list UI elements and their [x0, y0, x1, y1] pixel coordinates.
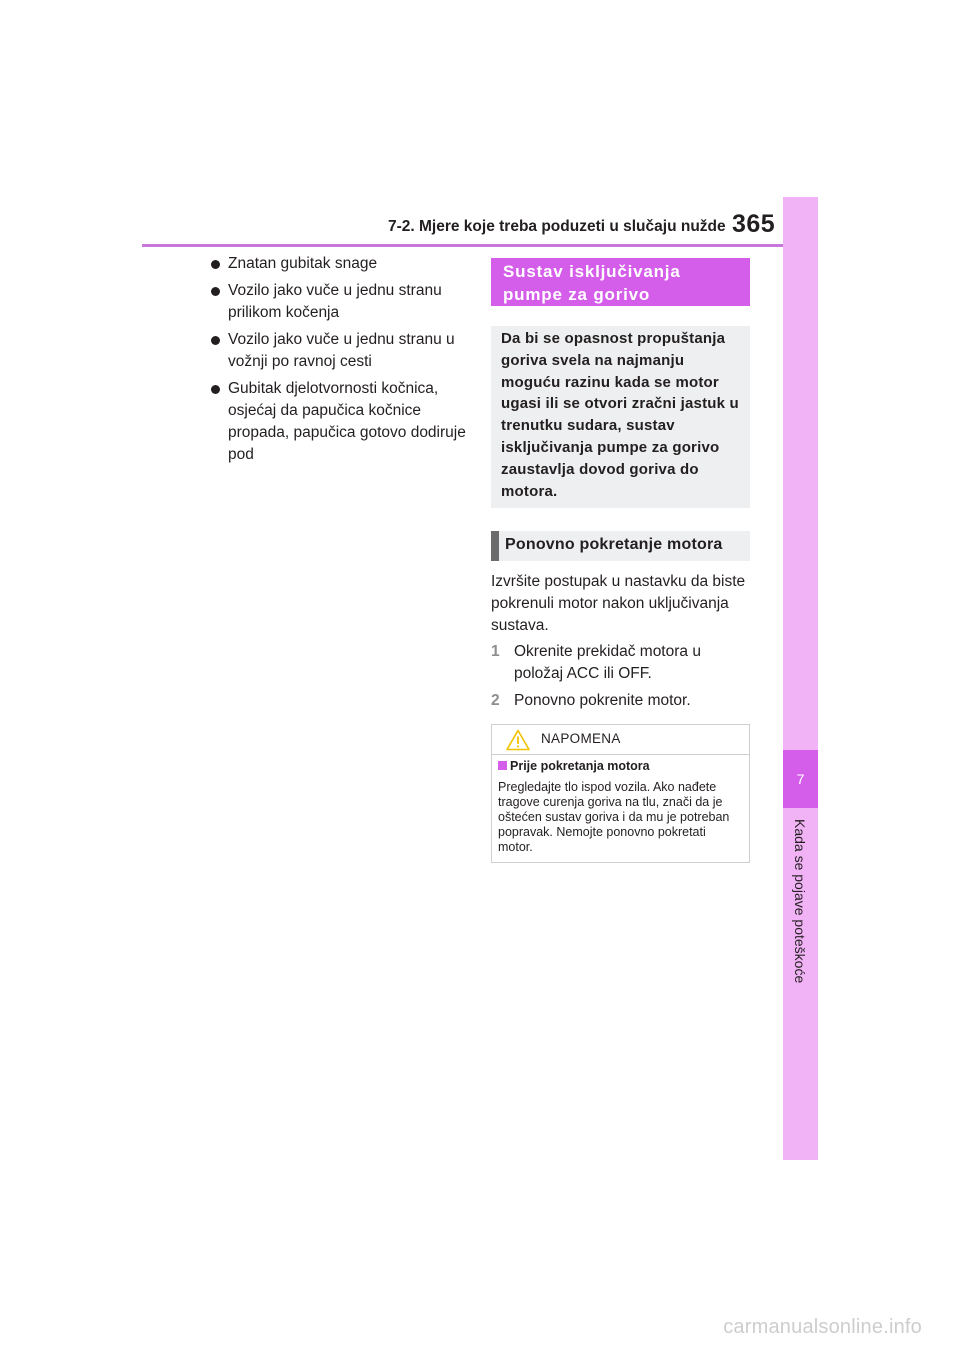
list-item-text: Vozilo jako vuče u jednu stranu prilikom kočenja — [228, 282, 442, 321]
step-list — [491, 641, 750, 712]
left-column — [210, 253, 472, 471]
step-text: Ponovno pokrenite motor. — [514, 692, 691, 710]
list-item — [210, 378, 472, 466]
bullet-icon — [211, 336, 220, 345]
bullet-icon — [211, 385, 220, 394]
chapter-label: Kada se pojave poteškoće — [792, 819, 808, 984]
notice-box — [491, 724, 750, 863]
notice-subtitle — [498, 758, 743, 775]
list-item — [210, 329, 472, 373]
list-item-text: Gubitak djelotvornosti kočnica, osjećaj da papučica kočnice propada, papučica gotovo dodiruje pod — [228, 380, 466, 463]
header-divider — [142, 244, 784, 247]
step-number: 2 — [491, 692, 500, 710]
chapter-side-tab — [783, 197, 818, 1160]
list-item — [210, 280, 472, 324]
summary-box: Da bi se opasnost propuštanja goriva svela na najmanju moguću razinu kada se motor ugasi ili se otvori zračni jastuk u trenutku sudara, sustav isključivanja pumpe za gorivo zaustavlja dovod goriva do motora. — [491, 326, 750, 508]
fuel-pump-heading: Sustav isključivanja pumpe za gorivo — [491, 258, 750, 306]
notice-text: Pregledajte tlo ispod vozila. Ako nađete tragove curenja goriva na tlu, znači da je oštećen sustav goriva i da mu je potreban popravak. Nemojte ponovno pokretati motor. — [498, 780, 730, 855]
step-item — [491, 690, 750, 712]
notice-label: NAPOMENA — [541, 731, 621, 747]
page-number: 365 — [732, 210, 776, 238]
restart-heading: Ponovno pokretanje motora — [491, 531, 750, 561]
notice-body — [492, 755, 749, 862]
section-title: 7-2. Mjere koje treba poduzeti u slučaju nužde — [388, 218, 726, 235]
square-marker-icon — [498, 761, 507, 770]
list-item — [210, 253, 472, 275]
watermark: carmanualsonline.info — [723, 1316, 922, 1338]
step-text: Okrenite prekidač motora u položaj ACC ili OFF. — [514, 643, 701, 683]
step-number: 1 — [491, 643, 500, 661]
list-item-text: Vozilo jako vuče u jednu stranu u vožnji po ravnoj cesti — [228, 331, 455, 370]
list-item-text: Znatan gubitak snage — [228, 255, 378, 272]
right-column — [491, 258, 750, 863]
chapter-number: 7 — [783, 750, 818, 808]
notice-subtitle-text: Prije pokretanja motora — [510, 759, 650, 774]
notice-header — [492, 725, 749, 755]
step-item — [491, 641, 750, 685]
warning-icon — [506, 729, 530, 751]
intro-text: Izvršite postupak u nastavku da biste pokrenuli motor nakon uključivanja sustava. — [491, 573, 746, 635]
bullet-icon — [211, 287, 220, 296]
bullet-icon — [211, 260, 220, 269]
symptom-list — [210, 253, 472, 466]
